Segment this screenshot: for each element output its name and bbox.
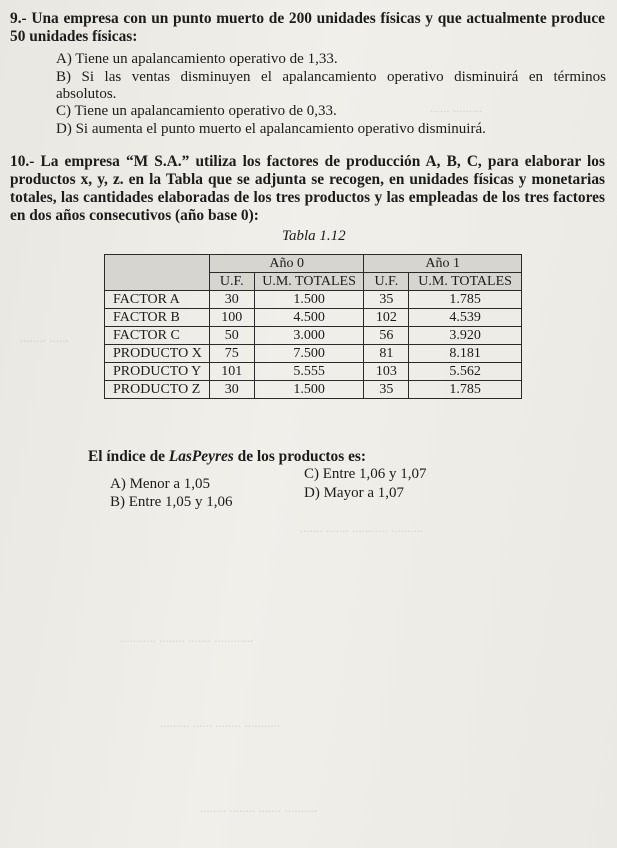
row-label: FACTOR B xyxy=(105,309,210,327)
year-1-header: Año 1 xyxy=(364,255,522,273)
question-9-option-b: B) Si las ventas disminuyen el apalancamiento operativo disminuirá en términos xyxy=(56,69,606,85)
table-row xyxy=(105,291,522,309)
question-9-option-b-continued: absolutos. xyxy=(56,86,117,102)
table-row xyxy=(105,363,522,381)
table-year-header-row xyxy=(105,255,522,273)
year-0-header: Año 0 xyxy=(209,255,364,273)
cell-um-year-1: 1.785 xyxy=(409,291,522,309)
show-through-text: ...... ........ xyxy=(20,330,69,345)
cell-um-year-0: 3.000 xyxy=(254,327,364,345)
column-header-uf-year-0: U.F. xyxy=(209,273,254,291)
cell-uf-year-0: 101 xyxy=(209,363,254,381)
cell-um-year-1: 3.920 xyxy=(409,327,522,345)
cell-um-year-1: 8.181 xyxy=(409,345,522,363)
show-through-text: ........... ........ ...... ......... xyxy=(160,715,281,730)
table-row xyxy=(105,345,522,363)
question-10-prompt xyxy=(88,448,366,466)
question-10-option-a: A) Menor a 1,05 xyxy=(110,476,210,492)
table-row xyxy=(105,309,522,327)
cell-uf-year-1: 81 xyxy=(364,345,409,363)
question-10-option-d: D) Mayor a 1,07 xyxy=(304,485,404,501)
data-table xyxy=(104,254,522,399)
table-caption: Tabla 1.12 xyxy=(282,228,346,244)
table-corner-cell xyxy=(105,255,210,273)
show-through-text: .......... ........... ....... ....... xyxy=(300,520,424,535)
question-9-option-c: C) Tiene un apalancamiento operativo de 0,33. xyxy=(56,103,337,119)
row-label: PRODUCTO Y xyxy=(105,363,210,381)
column-header-um-year-0: U.M. TOTALES xyxy=(254,273,364,291)
row-label: PRODUCTO X xyxy=(105,345,210,363)
show-through-text: ............ ....... ........ ........... xyxy=(120,630,254,645)
cell-um-year-1: 5.562 xyxy=(409,363,522,381)
question-9-option-d: D) Si aumenta el punto muerto el apalancamiento operativo disminuirá. xyxy=(56,121,486,137)
cell-um-year-1: 1.785 xyxy=(409,381,522,399)
table-row xyxy=(105,381,522,399)
cell-uf-year-0: 75 xyxy=(209,345,254,363)
cell-um-year-1: 4.539 xyxy=(409,309,522,327)
question-9-title: 9.- Una empresa con un punto muerto de 200 unidades físicas y que actualmente produce 50 unidades físicas: xyxy=(10,10,605,45)
table-row xyxy=(105,327,522,345)
question-9-option-a: A) Tiene un apalancamiento operativo de 1,33. xyxy=(56,51,338,67)
column-header-um-year-1: U.M. TOTALES xyxy=(409,273,522,291)
row-label: FACTOR C xyxy=(105,327,210,345)
cell-um-year-0: 5.555 xyxy=(254,363,364,381)
question-10-title: 10.- La empresa “M S.A.” utiliza los factores de producción A, B, C, para elaborar los productos x, y, z. en la Tabla que se adjunta se recogen, en unidades físicas y monetarias totales, las cantidades elaboradas de los tres productos y las empleadas de los tres factores en dos años consecutivos (año base 0): xyxy=(10,153,605,224)
table-column-header-row xyxy=(105,273,522,291)
cell-uf-year-1: 56 xyxy=(364,327,409,345)
cell-um-year-0: 4.500 xyxy=(254,309,364,327)
show-through-text: .......... ....... ........ ........ xyxy=(200,800,317,815)
cell-uf-year-0: 30 xyxy=(209,291,254,309)
question-10-option-c: C) Entre 1,06 y 1,07 xyxy=(304,466,427,482)
row-label: FACTOR A xyxy=(105,291,210,309)
show-through-text: ......... ...... xyxy=(430,100,482,115)
cell-uf-year-0: 30 xyxy=(209,381,254,399)
question-10-option-b: B) Entre 1,05 y 1,06 xyxy=(110,494,233,510)
cell-uf-year-1: 35 xyxy=(364,291,409,309)
question-suffix: de los productos es: xyxy=(233,448,367,465)
column-header-uf-year-1: U.F. xyxy=(364,273,409,291)
cell-uf-year-0: 50 xyxy=(209,327,254,345)
question-prefix: El índice de xyxy=(88,448,169,465)
index-name: LasPeyres xyxy=(168,448,234,465)
cell-uf-year-1: 103 xyxy=(364,363,409,381)
row-label: PRODUCTO Z xyxy=(105,381,210,399)
cell-um-year-0: 7.500 xyxy=(254,345,364,363)
cell-um-year-0: 1.500 xyxy=(254,381,364,399)
cell-um-year-0: 1.500 xyxy=(254,291,364,309)
cell-uf-year-0: 100 xyxy=(209,309,254,327)
table-corner-cell xyxy=(105,273,210,291)
cell-uf-year-1: 35 xyxy=(364,381,409,399)
cell-uf-year-1: 102 xyxy=(364,309,409,327)
